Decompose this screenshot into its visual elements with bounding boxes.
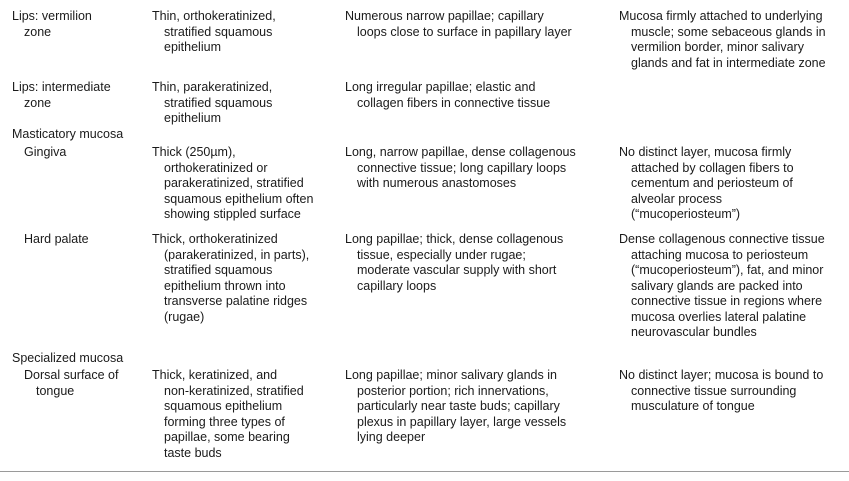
epithelium-line: Thin, parakeratinized, <box>152 80 273 94</box>
lamina-propria-line: loops close to surface in papillary layer <box>357 24 572 39</box>
submucosa-line: mucosa overlies lateral palatine <box>631 309 807 324</box>
epithelium-line: forming three types of <box>164 414 285 429</box>
epithelium-cell <box>152 368 334 461</box>
submucosa-line: (“mucoperiosteum”) <box>631 207 741 221</box>
submucosa-line: No distinct layer; mucosa is bound to <box>619 368 824 382</box>
submucosa-line: muscle; some sebaceous glands in <box>631 24 826 39</box>
region-cell <box>24 368 154 399</box>
submucosa-line: attaching mucosa to periosteum <box>631 247 809 262</box>
epithelium-line: non-keratinized, stratified <box>164 383 304 398</box>
submucosa-line: No distinct layer, mucosa firmly <box>619 145 792 159</box>
lamina-propria-line: capillary loops <box>357 278 437 293</box>
epithelium-cell <box>152 145 334 223</box>
epithelium-line: stratified squamous <box>164 24 273 39</box>
submucosa-line: neurovascular bundles <box>631 325 757 339</box>
submucosa-line: cementum and periosteum of <box>631 176 793 190</box>
submucosa-line: alveolar process <box>631 191 723 206</box>
epithelium-line: parakeratinized, stratified <box>164 176 304 190</box>
submucosa-line: glands and fat in intermediate zone <box>631 55 826 70</box>
epithelium-line: squamous epithelium often <box>164 191 314 206</box>
epithelium-line: Thin, orthokeratinized, <box>152 9 276 23</box>
submucosa-line: musculature of tongue <box>631 399 755 413</box>
lamina-propria-cell <box>345 80 605 111</box>
region-line: Gingiva <box>24 145 67 159</box>
epithelium-line: (parakeratinized, in parts), <box>164 247 310 262</box>
region-line: Lips: intermediate <box>12 80 111 94</box>
region-line: zone <box>24 24 52 39</box>
submucosa-line: connective tissue surrounding <box>631 383 797 398</box>
table-bottom-rule <box>0 471 849 472</box>
region-cell <box>12 9 142 40</box>
submucosa-line: (“mucoperiosteum”), fat, and minor <box>631 263 824 277</box>
epithelium-line: transverse palatine ridges <box>164 294 308 308</box>
epithelium-line: orthokeratinized or <box>164 160 268 175</box>
region-cell <box>24 145 154 161</box>
submucosa-line: Dense collagenous connective tissue <box>619 232 825 246</box>
submucosa-line: vermilion border, minor salivary <box>631 40 804 54</box>
region-line: Lips: vermilion <box>12 9 92 23</box>
lamina-propria-line: tissue, especially under rugae; <box>357 247 526 262</box>
lamina-propria-line: Long papillae; thick, dense collagenous <box>345 232 564 246</box>
region-line: tongue <box>36 383 75 398</box>
epithelium-line: Thick (250µm), <box>152 145 236 159</box>
epithelium-line: Thick, keratinized, and <box>152 368 278 382</box>
region-line: Dorsal surface of <box>24 368 119 382</box>
epithelium-line: squamous epithelium <box>164 399 283 413</box>
submucosa-line: connective tissue in regions where <box>631 294 823 308</box>
lamina-propria-cell <box>345 145 605 192</box>
region-cell <box>12 80 142 111</box>
lamina-propria-cell <box>345 9 605 40</box>
lamina-propria-line: moderate vascular supply with short <box>357 263 557 277</box>
epithelium-line: epithelium <box>164 111 221 125</box>
lamina-propria-line: Long irregular papillae; elastic and <box>345 80 536 94</box>
region-line: zone <box>24 95 52 110</box>
lamina-propria-line: connective tissue; long capillary loops <box>357 160 567 175</box>
lamina-propria-line: collagen fibers in connective tissue <box>357 95 551 110</box>
region-line: Hard palate <box>24 232 89 246</box>
submucosa-line: attached by collagen fibers to <box>631 160 794 175</box>
epithelium-cell <box>152 80 334 127</box>
lamina-propria-cell <box>345 232 605 294</box>
lamina-propria-line: Long papillae; minor salivary glands in <box>345 368 557 382</box>
epithelium-line: showing stippled surface <box>164 207 301 221</box>
epithelium-line: (rugae) <box>164 309 205 324</box>
epithelium-line: epithelium <box>164 40 221 54</box>
section-heading: Specialized mucosa <box>12 351 124 365</box>
section-heading: Masticatory mucosa <box>12 127 124 141</box>
submucosa-cell <box>619 145 847 223</box>
lamina-propria-line: posterior portion; rich innervations, <box>357 383 549 398</box>
submucosa-line: Mucosa firmly attached to underlying <box>619 9 823 23</box>
lamina-propria-line: particularly near taste buds; capillary <box>357 399 560 413</box>
lamina-propria-line: Long, narrow papillae, dense collagenous <box>345 145 576 159</box>
submucosa-cell <box>619 232 847 341</box>
lamina-propria-line: Numerous narrow papillae; capillary <box>345 9 544 23</box>
epithelium-cell <box>152 9 334 56</box>
lamina-propria-cell <box>345 368 605 446</box>
submucosa-cell <box>619 368 847 415</box>
epithelium-line: Thick, orthokeratinized <box>152 232 278 246</box>
epithelium-line: stratified squamous <box>164 263 273 277</box>
lamina-propria-line: plexus in papillary layer, large vessels <box>357 414 567 429</box>
submucosa-line: salivary glands are packed into <box>631 278 803 293</box>
epithelium-line: epithelium thrown into <box>164 278 286 293</box>
epithelium-cell <box>152 232 334 325</box>
epithelium-line: taste buds <box>164 445 222 460</box>
lamina-propria-line: lying deeper <box>357 430 426 444</box>
submucosa-cell <box>619 9 847 71</box>
region-cell <box>24 232 154 248</box>
lamina-propria-line: with numerous anastomoses <box>357 176 517 190</box>
epithelium-line: papillae, some bearing <box>164 430 290 444</box>
epithelium-line: stratified squamous <box>164 95 273 110</box>
